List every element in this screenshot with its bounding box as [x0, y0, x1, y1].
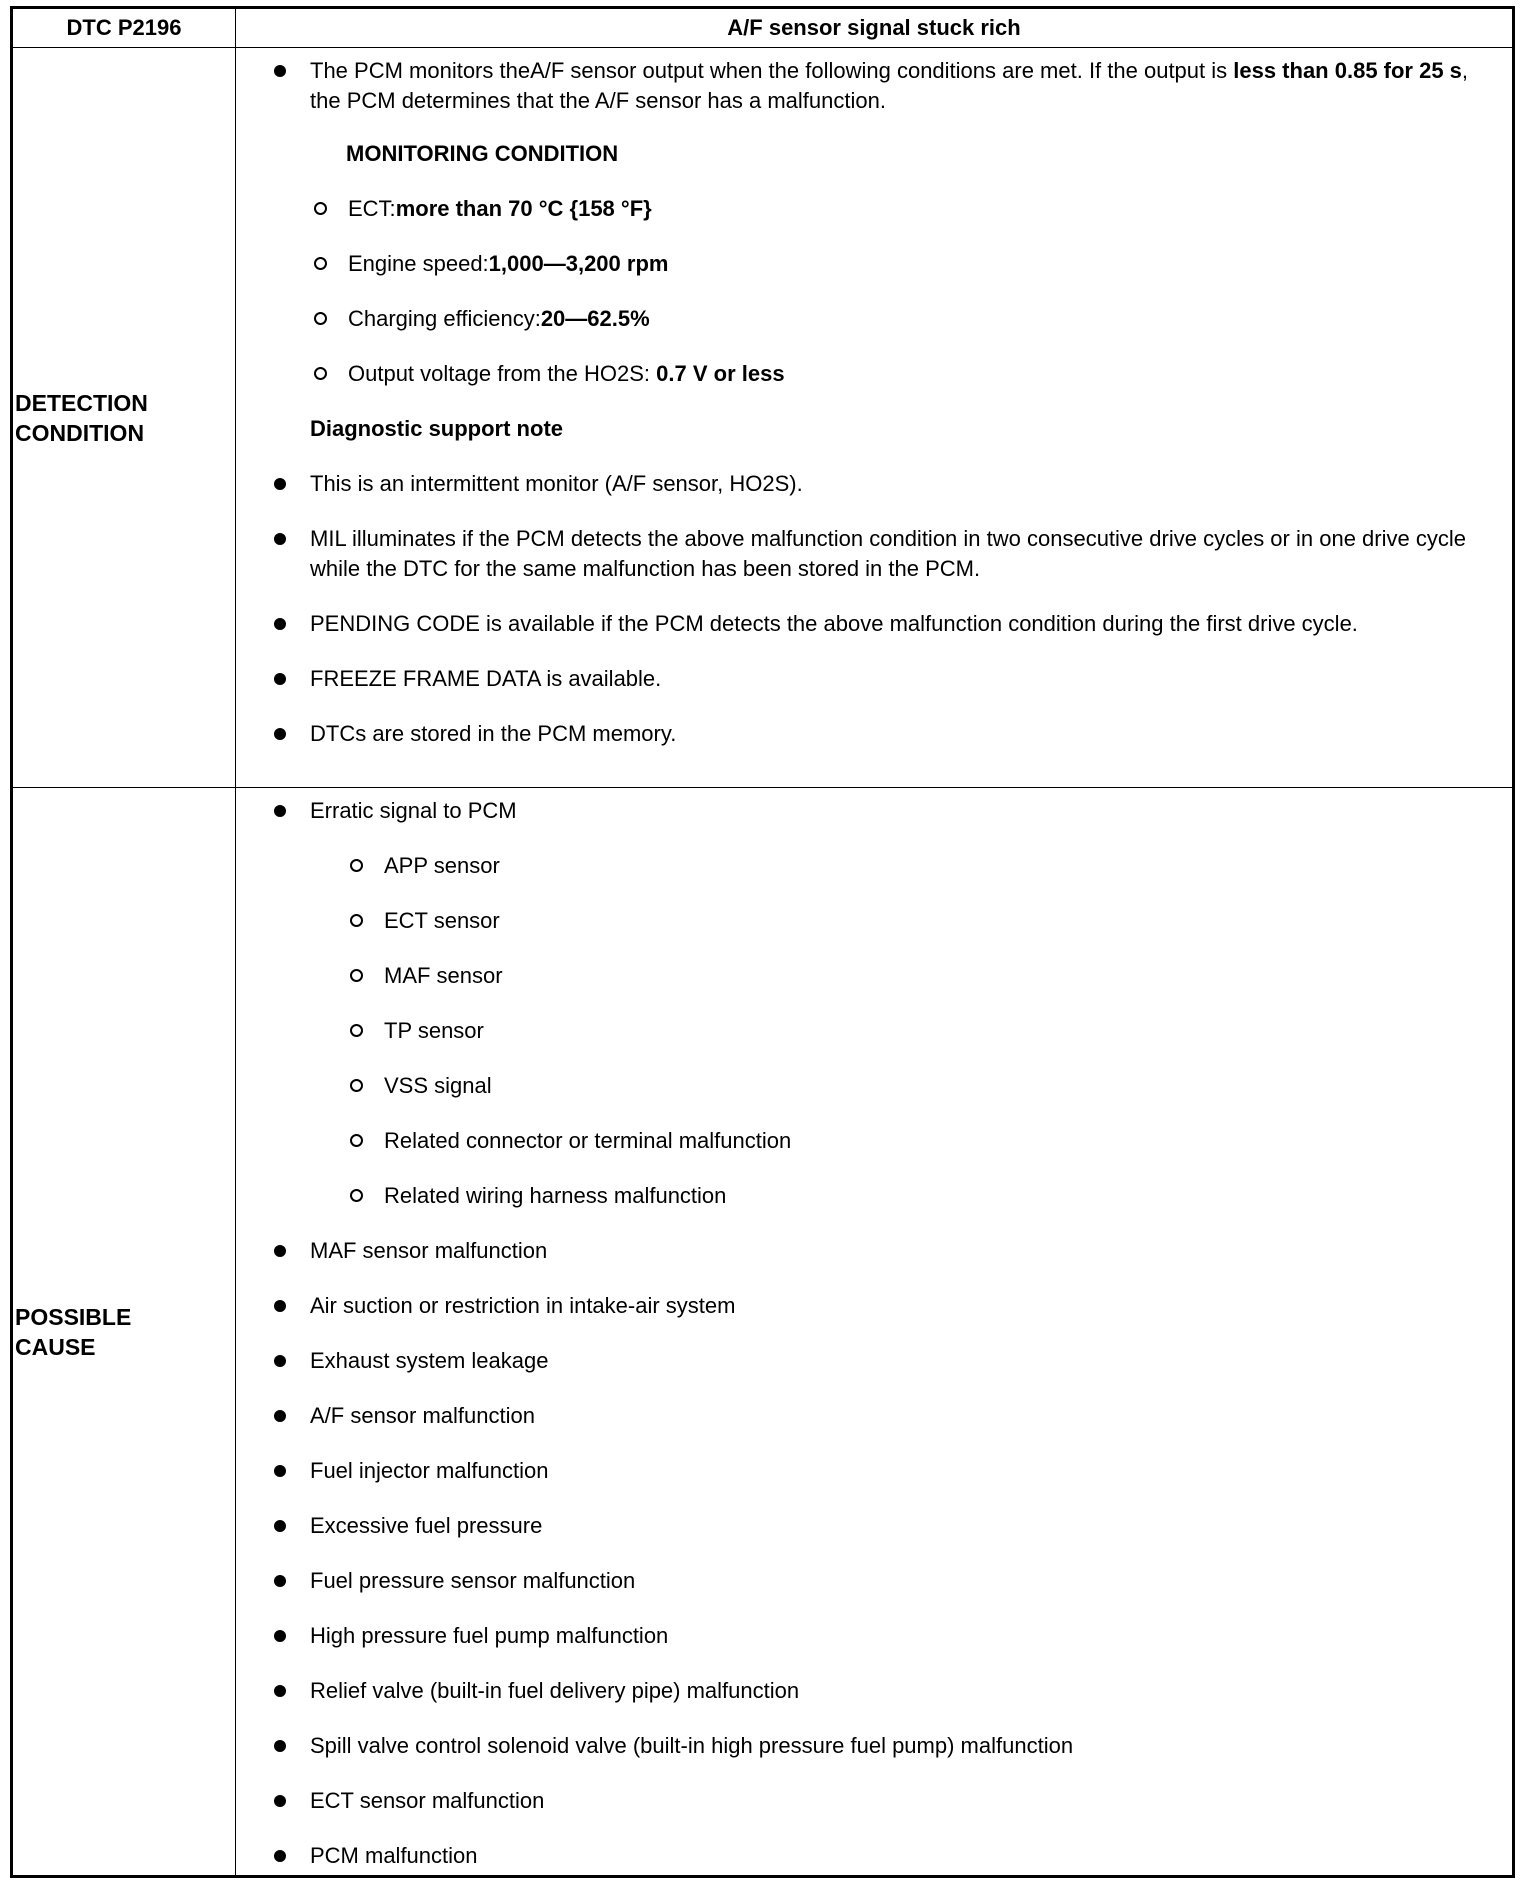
condition-value: more than 70 °C {158 °F}	[395, 196, 652, 221]
bullet-icon	[274, 1685, 286, 1697]
bullet-icon	[274, 478, 286, 490]
cause-item	[274, 1566, 1492, 1596]
cause-item	[274, 1786, 1492, 1816]
note-text: MIL illuminates if the PCM detects the above malfunction condition in two consecutive drive cycles or in one drive cycle while the DTC for the same malfunction has been stored in the PCM.	[310, 526, 1466, 581]
note-text: This is an intermittent monitor (A/F sensor, HO2S).	[310, 471, 803, 496]
diagnostic-note-list	[274, 469, 1492, 749]
erratic-signal-list	[350, 851, 1492, 1211]
erratic-item	[350, 961, 1492, 991]
cause-text: Fuel pressure sensor malfunction	[310, 1568, 636, 1593]
erratic-text: TP sensor	[384, 1018, 484, 1043]
diagnostic-note-heading: Diagnostic support note	[310, 416, 563, 441]
bullet-icon	[274, 1300, 286, 1312]
erratic-text: Related connector or terminal malfunction	[384, 1128, 792, 1153]
condition-item	[314, 304, 1492, 334]
dtc-table	[10, 6, 1515, 1878]
bullet-icon	[274, 533, 286, 545]
intro-text-1: The PCM monitors theA/F sensor output when the following conditions are met. If the output is	[310, 58, 1234, 83]
intro-threshold: less than 0.85 for 25 s	[1233, 58, 1462, 83]
cause-text: Excessive fuel pressure	[310, 1513, 543, 1538]
condition-label: Charging efficiency:	[348, 306, 541, 331]
condition-item	[314, 194, 1492, 224]
sub-bullet-icon	[350, 859, 363, 872]
cause-item	[274, 1291, 1492, 1321]
cause-text: Erratic signal to PCM	[310, 798, 517, 823]
detection-intro-list	[274, 56, 1492, 116]
bullet-icon	[274, 1520, 286, 1532]
detection-row	[12, 48, 1514, 788]
cause-text: Exhaust system leakage	[310, 1348, 549, 1373]
cause-item	[274, 1401, 1492, 1431]
bullet-icon	[274, 805, 286, 817]
bullet-icon	[274, 65, 286, 77]
cause-item	[274, 1346, 1492, 1376]
bullet-icon	[274, 1630, 286, 1642]
erratic-item	[350, 1016, 1492, 1046]
cause-text: MAF sensor malfunction	[310, 1238, 548, 1263]
sub-bullet-icon	[350, 1079, 363, 1092]
sub-bullet-icon	[350, 1134, 363, 1147]
erratic-item	[350, 1181, 1492, 1211]
bullet-icon	[274, 1410, 286, 1422]
note-text: FREEZE FRAME DATA is available.	[310, 666, 662, 691]
cause-item	[274, 1236, 1492, 1266]
condition-value: 1,000—3,200 rpm	[488, 251, 669, 276]
cause-content	[236, 788, 1514, 1877]
erratic-text: Related wiring harness malfunction	[384, 1183, 727, 1208]
sub-bullet-icon	[350, 969, 363, 982]
sub-bullet-icon	[314, 312, 327, 325]
detection-label	[12, 48, 236, 788]
cause-label-line1: POSSIBLE	[15, 1303, 132, 1330]
detection-intro	[274, 56, 1492, 116]
sub-bullet-icon	[350, 914, 363, 927]
sub-bullet-icon	[314, 367, 327, 380]
condition-item	[314, 359, 1492, 389]
erratic-text: APP sensor	[384, 853, 500, 878]
cause-item	[274, 1621, 1492, 1651]
note-item	[274, 664, 1492, 694]
erratic-text: MAF sensor	[384, 963, 503, 988]
sub-bullet-icon	[350, 1024, 363, 1037]
condition-label: Output voltage from the HO2S:	[348, 361, 657, 386]
monitoring-condition-list	[314, 194, 1492, 389]
bullet-icon	[274, 1465, 286, 1477]
condition-value: 20—62.5%	[540, 306, 650, 331]
erratic-item	[350, 1071, 1492, 1101]
note-item	[274, 609, 1492, 639]
possible-cause-row	[12, 788, 1514, 1877]
note-item	[274, 719, 1492, 749]
cause-item-erratic	[274, 796, 1492, 1211]
dtc-title: A/F sensor signal stuck rich	[236, 8, 1514, 48]
bullet-icon	[274, 1740, 286, 1752]
sub-bullet-icon	[314, 257, 327, 270]
cause-label	[12, 788, 236, 1877]
condition-item	[314, 249, 1492, 279]
cause-text: Fuel injector malfunction	[310, 1458, 549, 1483]
cause-text: Spill valve control solenoid valve (built-in high pressure fuel pump) malfunction	[310, 1733, 1074, 1758]
erratic-item	[350, 1126, 1492, 1156]
note-item	[274, 524, 1492, 584]
monitoring-condition-heading: MONITORING CONDITION	[346, 141, 619, 166]
sub-bullet-icon	[314, 202, 327, 215]
bullet-icon	[274, 618, 286, 630]
bullet-icon	[274, 673, 286, 685]
cause-item	[274, 1731, 1492, 1761]
cause-text: ECT sensor malfunction	[310, 1788, 545, 1813]
bullet-icon	[274, 1355, 286, 1367]
note-item	[274, 469, 1492, 499]
sub-bullet-icon	[350, 1189, 363, 1202]
cause-text: Relief valve (built-in fuel delivery pipe) malfunction	[310, 1678, 800, 1703]
dtc-code: DTC P2196	[12, 8, 236, 48]
bullet-icon	[274, 1850, 286, 1862]
condition-value: 0.7 V or less	[656, 361, 785, 386]
bullet-icon	[274, 1245, 286, 1257]
cause-text: PCM malfunction	[310, 1843, 478, 1868]
erratic-item	[350, 851, 1492, 881]
cause-item	[274, 1676, 1492, 1706]
cause-label-line2: CAUSE	[15, 1333, 96, 1360]
cause-item	[274, 1841, 1492, 1871]
detection-label-line2: CONDITION	[15, 419, 145, 446]
cause-text: Air suction or restriction in intake-air system	[310, 1293, 736, 1318]
bullet-icon	[274, 728, 286, 740]
cause-text: A/F sensor malfunction	[310, 1403, 535, 1428]
condition-label: ECT:	[348, 196, 396, 221]
cause-list	[274, 796, 1492, 1871]
bullet-icon	[274, 1575, 286, 1587]
intro-text-2: , the PCM determines that the A/F sensor has a malfunction.	[310, 58, 1469, 113]
condition-label: Engine speed:	[348, 251, 489, 276]
cause-item	[274, 1511, 1492, 1541]
note-text: PENDING CODE is available if the PCM detects the above malfunction condition during the first drive cycle.	[310, 611, 1358, 636]
detection-content	[236, 48, 1514, 788]
detection-label-line1: DETECTION	[15, 389, 148, 416]
cause-text: High pressure fuel pump malfunction	[310, 1623, 669, 1648]
cause-item	[274, 1456, 1492, 1486]
bullet-icon	[274, 1795, 286, 1807]
erratic-item	[350, 906, 1492, 936]
erratic-text: ECT sensor	[384, 908, 500, 933]
header-row	[12, 8, 1514, 48]
erratic-text: VSS signal	[384, 1073, 492, 1098]
note-text: DTCs are stored in the PCM memory.	[310, 721, 677, 746]
